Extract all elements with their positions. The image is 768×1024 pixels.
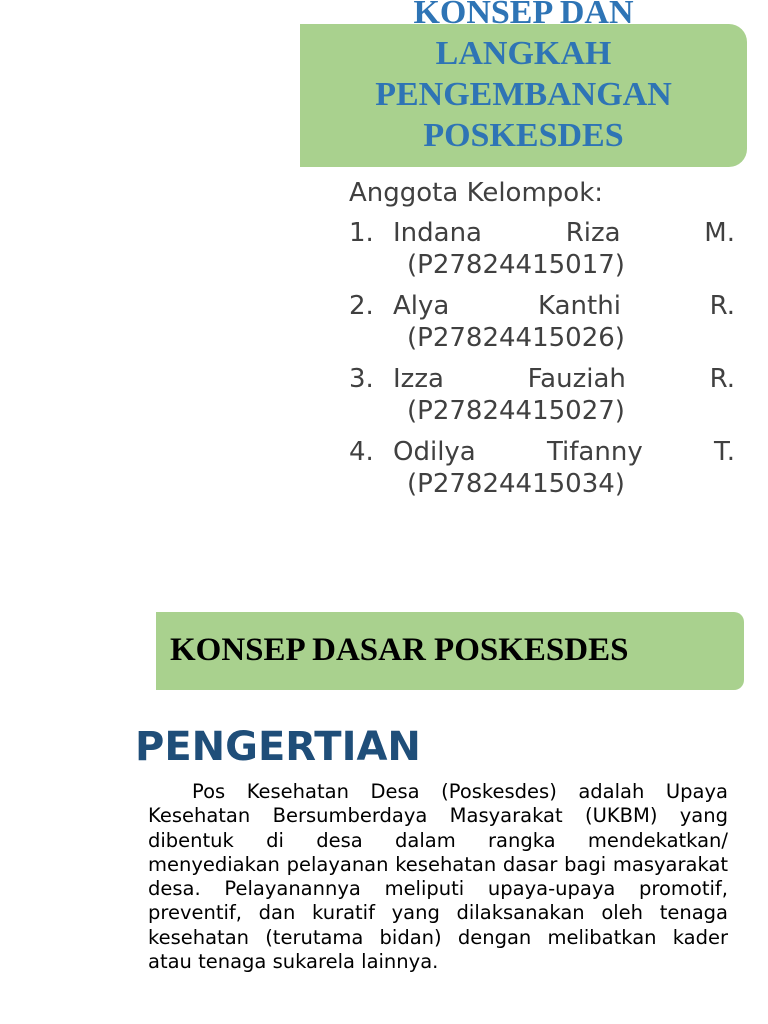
member-id: (P27824415017) bbox=[407, 250, 625, 280]
member-item bbox=[349, 290, 735, 363]
title-line: LANGKAH bbox=[435, 35, 612, 72]
title-line: KONSEP DAN bbox=[413, 0, 634, 31]
member-number: 2. bbox=[349, 291, 374, 321]
title-line: PENGEMBANGAN bbox=[375, 76, 672, 113]
member-id: (P27824415027) bbox=[407, 396, 625, 426]
member-name-part: Kanthi bbox=[538, 291, 621, 321]
member-id: (P27824415034) bbox=[407, 469, 625, 499]
member-name bbox=[393, 290, 735, 322]
member-name bbox=[393, 436, 735, 468]
member-name-part: M. bbox=[704, 218, 735, 248]
member-item bbox=[349, 217, 735, 290]
member-name-part: R. bbox=[709, 364, 735, 394]
pengertian-heading: PENGERTIAN bbox=[135, 724, 421, 770]
member-number: 1. bbox=[349, 218, 374, 248]
member-name-part: Indana bbox=[393, 218, 482, 248]
document-title bbox=[300, 0, 747, 156]
member-name-part: T. bbox=[713, 437, 735, 467]
pengertian-paragraph: Pos Kesehatan Desa (Poskesdes) adalah Upaya Kesehatan Bersumberdaya Masyarakat (UKBM) yang dibentuk di desa dalam rangka mendekatkan/ menyediakan pelayanan kesehatan dasar bagi masyarakat desa. Pelayanannya meliputi upaya-upaya promotif, preventif, dan kuratif yang dilaksanakan oleh tenaga kesehatan (terutama bidan) dengan melibatkan kader atau tenaga sukarela lainnya. bbox=[148, 780, 728, 974]
member-name bbox=[393, 363, 735, 395]
member-item bbox=[349, 363, 735, 436]
members-label: Anggota Kelompok: bbox=[349, 178, 604, 208]
section-banner bbox=[156, 612, 744, 690]
member-item bbox=[349, 436, 735, 509]
members-list bbox=[349, 217, 735, 509]
member-name-part: R. bbox=[709, 291, 735, 321]
section-title: KONSEP DASAR POSKESDES bbox=[170, 632, 629, 668]
member-name-part: Alya bbox=[393, 291, 450, 321]
title-line: POSKESDES bbox=[423, 117, 624, 154]
member-name-part: Fauziah bbox=[527, 364, 626, 394]
member-number: 3. bbox=[349, 364, 374, 394]
member-name-part: Riza bbox=[565, 218, 621, 248]
member-name bbox=[393, 217, 735, 249]
member-name-part: Odilya bbox=[393, 437, 476, 467]
member-name-part: Tifanny bbox=[546, 437, 643, 467]
member-name-part: Izza bbox=[393, 364, 444, 394]
member-id: (P27824415026) bbox=[407, 323, 625, 353]
member-number: 4. bbox=[349, 437, 374, 467]
